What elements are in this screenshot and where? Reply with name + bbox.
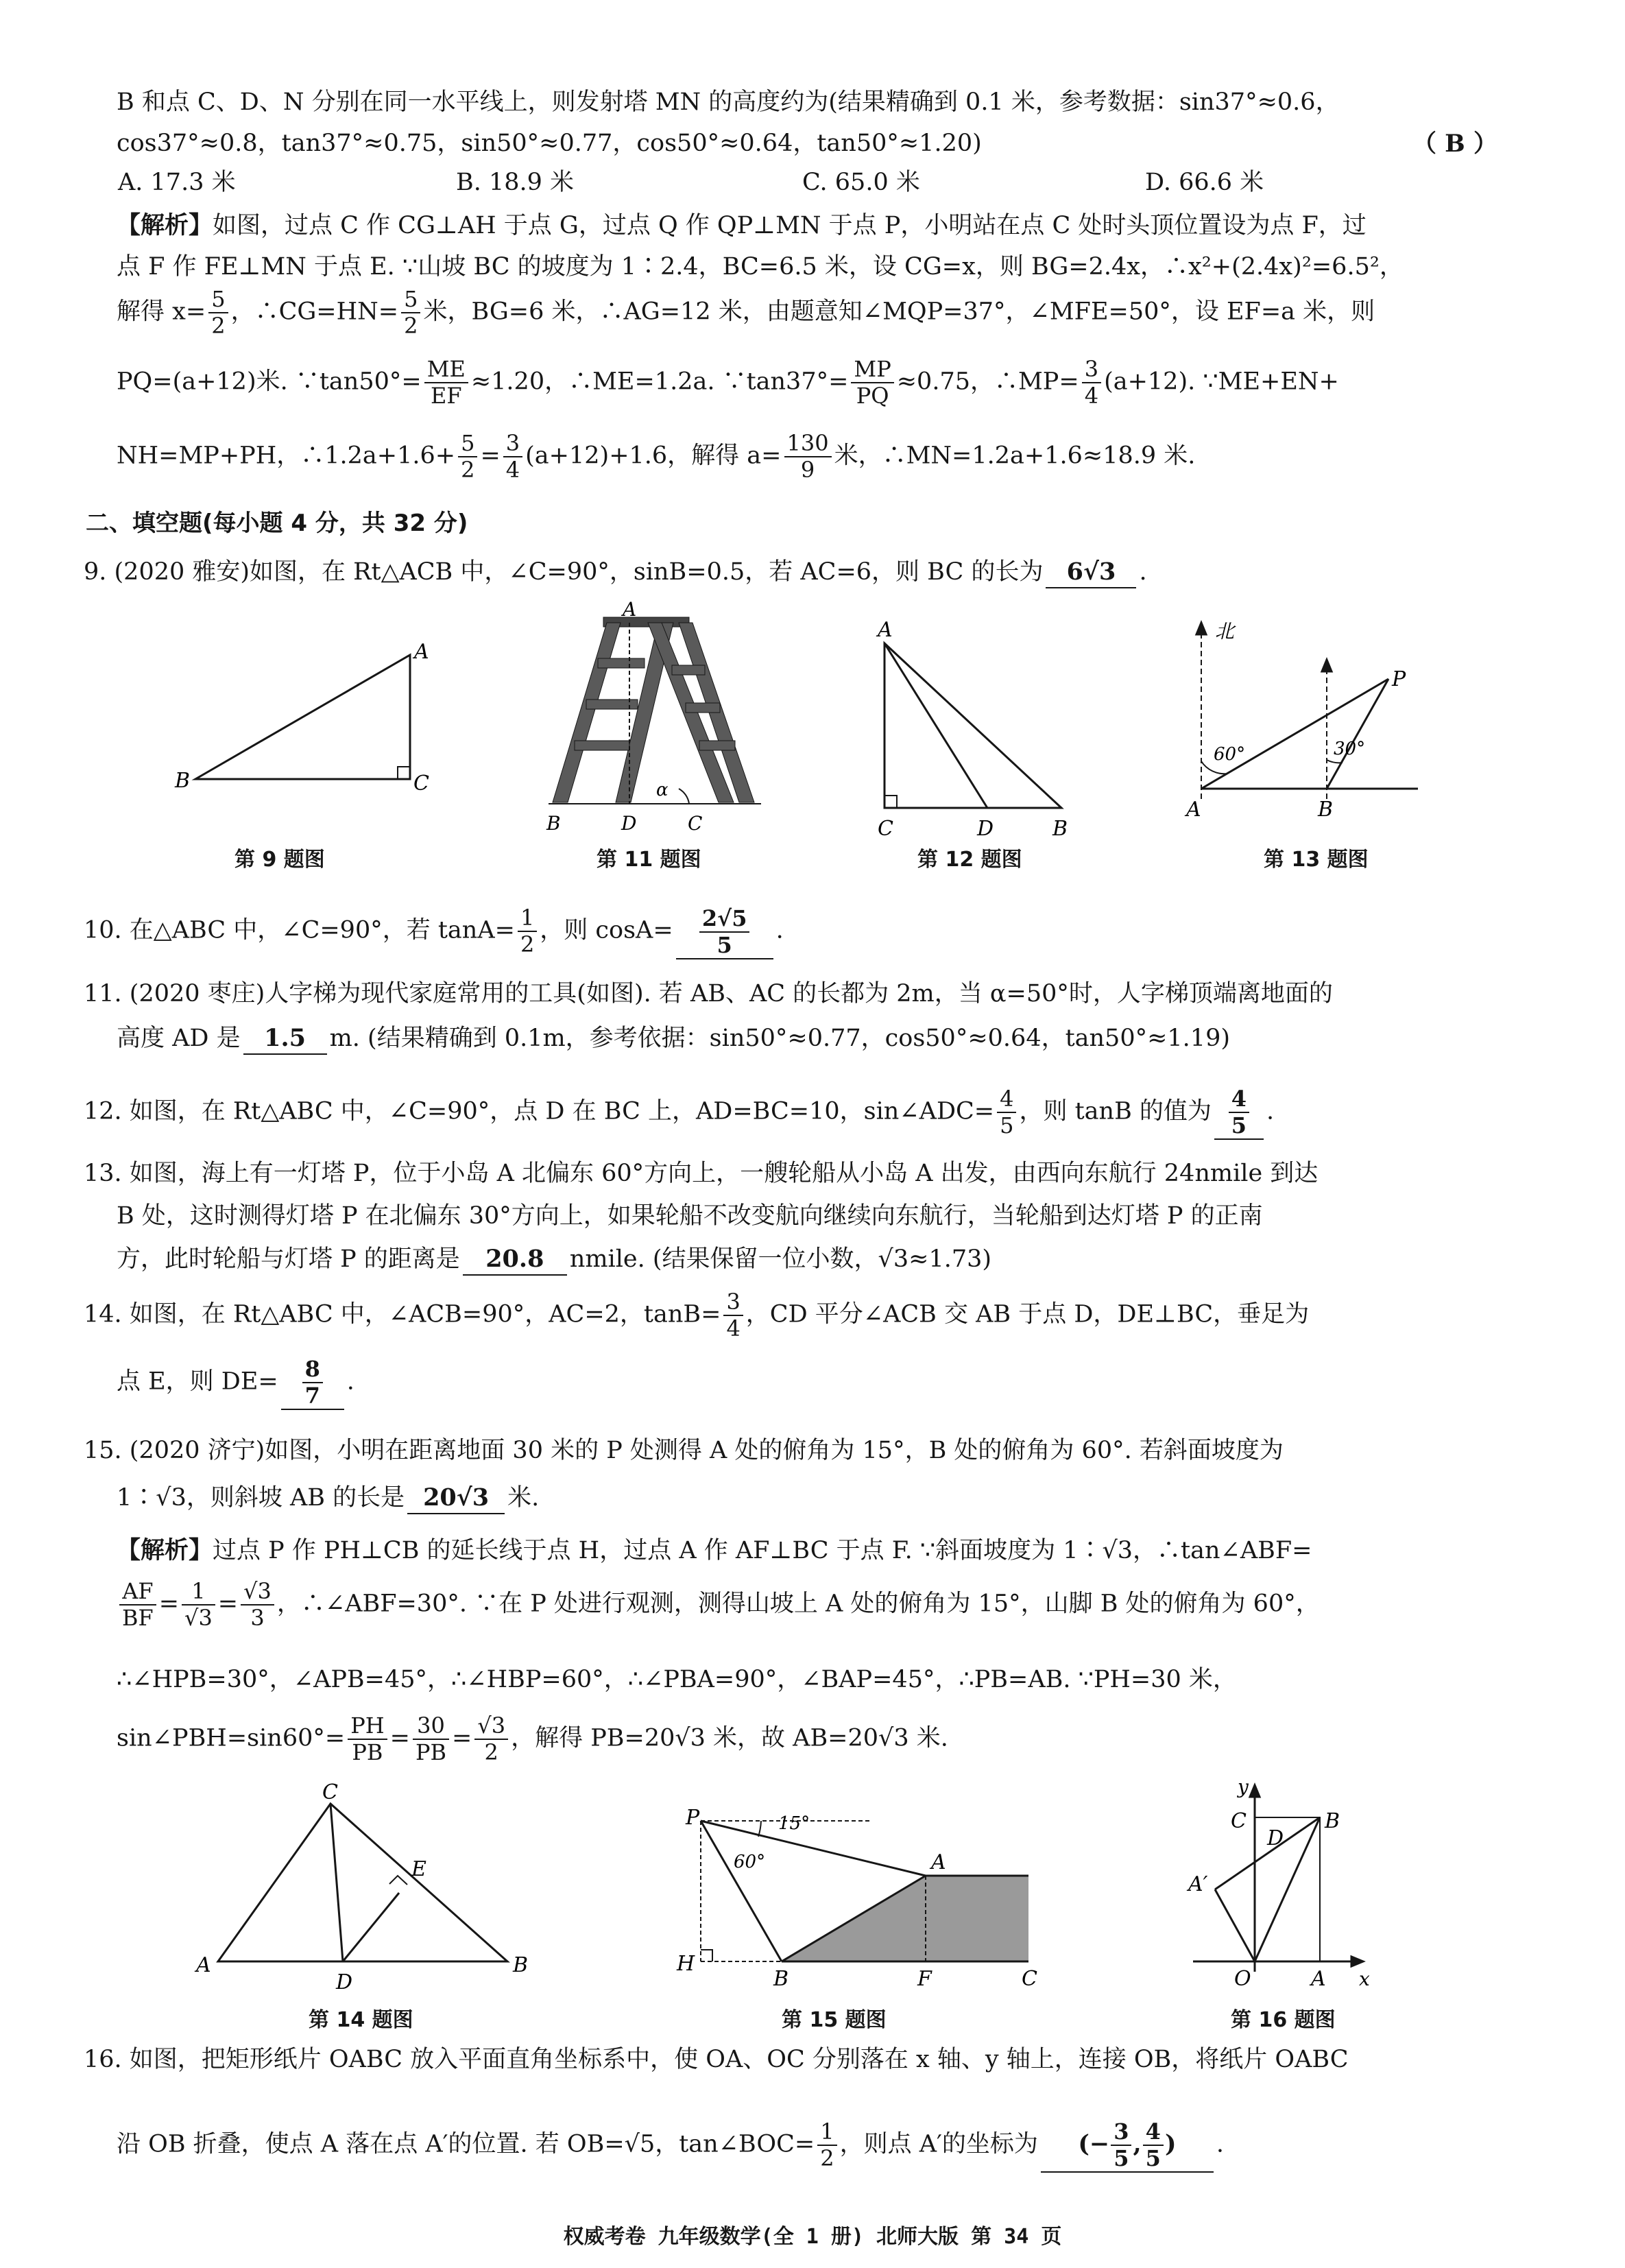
q13-line3 [117, 1244, 991, 1276]
caption-fig16: 第 16 题图 [1231, 2008, 1336, 2032]
q14-text: ，CD 平分∠ACB 交 AB 于点 D，DE⊥BC，垂足为 [745, 1300, 1310, 1328]
caption-fig15: 第 15 题图 [782, 2008, 887, 2032]
q15-jiexi-l4 [117, 1713, 948, 1765]
figures-row-2 [0, 1780, 1625, 2013]
text: sin∠PBH=sin60°= [117, 1724, 346, 1752]
fraction [241, 1579, 274, 1631]
p8-answer: （ B ） [1412, 130, 1497, 158]
p8-jiexi-l4 [117, 357, 1339, 409]
text: (a+12)+1.6，解得 a= [525, 442, 782, 470]
q11-line1: 11. (2020 枣庄)人字梯为现代家庭常用的工具(如图). 若 AB、AC 的长都为 2m，当 α=50°时，人字梯顶端离地面的 [84, 980, 1333, 1007]
denominator: 2 [404, 312, 418, 339]
q13-line2: B 处，这时测得灯塔 P 在北偏东 30°方向上，如果轮船不改变航向继续向东航行，当轮船到达灯塔 P 的正南 [117, 1202, 1263, 1230]
denominator: 5 [717, 931, 732, 958]
numerator: 1 [182, 1579, 215, 1605]
q15-line2 [117, 1483, 539, 1514]
figure-14 [218, 1804, 507, 1961]
numerator: 3 [723, 1289, 743, 1316]
numerator: 4 [1229, 1086, 1249, 1113]
fig11-label-alpha: α [656, 780, 669, 800]
q11-text: 高度 AD 是 [117, 1025, 241, 1052]
q9-end: . [1139, 558, 1147, 586]
fig12-label-d: D [977, 817, 994, 841]
denominator: PB [352, 1739, 383, 1765]
fig15-label-60: 60° [734, 1852, 766, 1872]
q10-answer [676, 906, 773, 959]
text: ，∴CG=HN= [230, 298, 399, 326]
fig11-label-d: D [621, 812, 637, 835]
q13-line1: 13. 如图，海上有一灯塔 P，位于小岛 A 北偏东 60°方向上，一艘轮船从小岛 A 出发，由西向东航行 24nmile 到达 [84, 1160, 1319, 1187]
q16-answer: (− $\frac{3}{5}$ , $\frac{4}{5}$ ) [1041, 2119, 1214, 2173]
q9-answer: 6√3 [1046, 557, 1136, 588]
fig12-label-c: C [878, 817, 893, 841]
fraction [458, 431, 477, 483]
fraction [997, 1086, 1016, 1138]
fraction [208, 287, 228, 339]
numerator: 1 [817, 2119, 836, 2146]
fig16-label-a-prime: A′ [1188, 1872, 1208, 1896]
fig16-label-y: y [1238, 1780, 1249, 1798]
section-title: 二、填空题(每小题 4 分，共 32 分) [86, 510, 468, 537]
figure-15 [701, 1821, 1028, 1961]
caption-fig14: 第 14 题图 [309, 2008, 413, 2032]
caption-fig13: 第 13 题图 [1264, 848, 1369, 872]
caption-fig12: 第 12 题图 [917, 848, 1022, 872]
fig16-label-d: D [1267, 1826, 1284, 1850]
fig15-label-b: B [773, 1967, 789, 1991]
fig11-label-b: B [546, 812, 561, 835]
numerator: 3 [503, 431, 522, 457]
numerator: PH [348, 1713, 387, 1740]
fig15-label-f: F [917, 1967, 932, 1991]
p8-option-c: C. 65.0 米 [802, 169, 920, 196]
fraction [784, 431, 832, 483]
q12-answer [1214, 1086, 1264, 1140]
text: 解得 x= [117, 298, 206, 326]
fig14-label-a: A [196, 1953, 211, 1977]
q11-line2 [117, 1023, 1230, 1055]
q15-text: 米. [507, 1484, 540, 1512]
denominator: 2 [461, 456, 475, 483]
q13-answer: 20.8 [463, 1244, 567, 1276]
text: = [158, 1590, 180, 1618]
q9-text: 9. (2020 雅安)如图，在 Rt△ACB 中，∠C=90°，sinB=0.5，若 AC=6，则 BC 的长为 [84, 558, 1044, 586]
numerator: 5 [458, 431, 477, 457]
fraction [413, 1713, 449, 1765]
fraction [851, 357, 893, 409]
fig15-label-a: A [931, 1850, 946, 1874]
q14-line2 [117, 1357, 354, 1410]
denominator: EF [430, 382, 462, 409]
figure-12 [884, 643, 1061, 808]
q12-text: 12. 如图，在 Rt△ABC 中，∠C=90°，点 D 在 BC 上，AD=BC=10，sin∠ADC= [84, 1097, 995, 1125]
text: NH=MP+PH，∴1.2a+1.6+ [117, 442, 456, 470]
text: = [217, 1590, 239, 1618]
figure-13 [1196, 623, 1418, 799]
text: ，解得 PB=20√3 米，故 AB=20√3 米. [511, 1724, 948, 1752]
denominator: 5 [1000, 1112, 1014, 1138]
fig13-label-north: 北 [1215, 620, 1235, 643]
p8-jiexi-l3 [117, 287, 1375, 339]
text: ≈1.20，∴ME=1.2a. ∵tan37°= [470, 368, 849, 396]
figure-9 [195, 655, 410, 779]
q11-answer: 1.5 [243, 1023, 327, 1055]
denominator: PQ [856, 382, 889, 409]
page-footer: 权威考卷 九年级数学(全 1 册) 北师大版 第 34 页 [563, 2225, 1062, 2249]
numerator: 30 [413, 1713, 449, 1740]
numerator: 4 [997, 1086, 1016, 1113]
text: PQ=(a+12)米. ∵tan50°= [117, 368, 422, 396]
fig12-label-b: B [1052, 817, 1068, 841]
text: 米，∴MN=1.2a+1.6≈18.9 米. [834, 442, 1196, 470]
fig13-label-a: A [1186, 798, 1201, 822]
fraction [182, 1579, 215, 1631]
numerator: 130 [784, 431, 832, 457]
p8-jiexi-l1 [117, 211, 1367, 241]
fig14-label-b: B [513, 1953, 529, 1977]
p8-option-b: B. 18.9 米 [456, 169, 575, 196]
q15-line1: 15. (2020 济宁)如图，小明在距离地面 30 米的 P 处测得 A 处的俯角为 15°，B 处的俯角为 60°. 若斜面坡度为 [84, 1437, 1284, 1464]
q15-text: 1∶√3，则斜坡 AB 的长是 [117, 1484, 405, 1512]
q16-end: . [1216, 2130, 1225, 2158]
text: 米，BG=6 米，∴AG=12 米，由题意知∠MQP=37°，∠MFE=50°，设 EF=a 米，则 [423, 298, 1375, 326]
q11-text: m. (结果精确到 0.1m，参考依据：sin50°≈0.77，cos50°≈0.64，tan50°≈1.19) [329, 1025, 1231, 1052]
fig9-label-a: A [414, 640, 429, 664]
q10 [84, 905, 784, 959]
q12-end: . [1266, 1097, 1275, 1125]
q10-text: 10. 在△ABC 中，∠C=90°，若 tanA= [84, 916, 515, 944]
fig11-label-a: A [623, 598, 637, 621]
numerator: AF [119, 1579, 156, 1605]
fraction [518, 905, 537, 957]
fig13-label-60: 60° [1214, 744, 1246, 765]
p8-option-d: D. 66.6 米 [1145, 169, 1264, 196]
fig11-label-c: C [688, 812, 703, 835]
fig9-label-b: B [175, 769, 191, 793]
q15-jiexi-l2 [117, 1579, 1320, 1631]
fraction [119, 1579, 156, 1631]
denominator: 2 [211, 312, 226, 339]
fig13-label-b: B [1318, 798, 1334, 822]
numerator: 5 [401, 287, 420, 313]
p8-line2: cos37°≈0.8，tan37°≈0.75，sin50°≈0.77，cos50°≈0.64，tan50°≈1.20) [117, 130, 982, 157]
q10-text: ，则 cosA= [540, 916, 673, 944]
q14-line1 [84, 1289, 1309, 1341]
jiexi-tag: 【解析】 [117, 1537, 213, 1564]
fraction [401, 287, 420, 339]
numerator: √3 [241, 1579, 274, 1605]
q13-text: nmile. (结果保留一位小数，√3≈1.73) [569, 1245, 992, 1273]
fraction [503, 431, 522, 483]
fig12-label-a: A [878, 618, 893, 642]
jiexi-tag: 【解析】 [117, 212, 213, 239]
fig15-label-c: C [1022, 1967, 1037, 1991]
fig16-label-b: B [1325, 1809, 1340, 1833]
fraction [474, 1713, 508, 1765]
denominator: 4 [505, 456, 520, 483]
jiexi-text: 过点 P 作 PH⊥CB 的延长线于点 H，过点 A 作 AF⊥BC 于点 F. ∵斜面坡度为 1∶√3，∴tan∠ABF= [213, 1537, 1312, 1564]
denominator: 5 [1145, 2145, 1161, 2171]
fig13-label-30: 30° [1334, 739, 1366, 759]
numerator: 3 [1111, 2119, 1131, 2146]
denominator: 4 [1084, 382, 1099, 409]
p8-line1: B 和点 C、D、N 分别在同一水平线上，则发射塔 MN 的高度约为(结果精确到 0.1 米，参考数据：sin37°≈0.6， [117, 88, 1340, 116]
fig16-label-o: O [1234, 1967, 1251, 1991]
q15-answer: 20√3 [407, 1483, 505, 1514]
fraction [424, 357, 468, 409]
fig14-label-c: C [322, 1780, 338, 1804]
text: = [452, 1724, 472, 1752]
numerator: 8 [302, 1357, 323, 1383]
text: ，∴∠ABF=30°. ∵在 P 处进行观测，测得山坡上 A 处的俯角为 15°，山脚 B 处的俯角为 60°， [276, 1590, 1320, 1618]
q16-text: ，则点 A′的坐标为 [839, 2130, 1038, 2158]
text: = [389, 1724, 410, 1752]
q16-line2 [117, 2119, 1224, 2173]
denominator: 7 [304, 1382, 320, 1409]
p8-jiexi-l2: 点 F 作 FE⊥MN 于点 E. ∵山坡 BC 的坡度为 1∶2.4，BC=6.5 米，设 CG=x，则 BG=2.4x，∴x²+(2.4x)²=6.5²， [117, 253, 1404, 280]
fig9-label-c: C [413, 772, 429, 796]
q9 [84, 557, 1147, 588]
p8-jiexi-l5 [117, 431, 1195, 483]
q16-line1: 16. 如图，把矩形纸片 OABC 放入平面直角坐标系中，使 OA、OC 分别落在 x 轴、y 轴上，连接 OB，将纸片 OABC [84, 2046, 1349, 2073]
fraction [723, 1289, 743, 1341]
caption-fig11: 第 11 题图 [597, 848, 701, 872]
fraction [1082, 357, 1101, 409]
q14-text: 14. 如图，在 Rt△ABC 中，∠ACB=90°，AC=2，tanB= [84, 1300, 721, 1328]
fig16-label-c: C [1231, 1809, 1247, 1833]
p8-option-a: A. 17.3 米 [118, 169, 236, 196]
denominator: 5 [1114, 2145, 1129, 2171]
q10-end: . [775, 916, 784, 944]
q12-text: ，则 tanB 的值为 [1019, 1097, 1212, 1125]
numerator: √3 [474, 1713, 508, 1740]
denominator: 9 [800, 456, 815, 483]
jiexi-text: 如图，过点 C 作 CG⊥AH 于点 G，过点 Q 作 QP⊥MN 于点 P，小明站在点 C 处时头顶位置设为点 F，过 [213, 212, 1367, 239]
fig16-label-x: x [1359, 1968, 1370, 1990]
numerator: 3 [1082, 357, 1101, 383]
text: = [480, 442, 501, 470]
q15-jiexi-l3: ∴∠HPB=30°，∠APB=45°，∴∠HBP=60°，∴∠PBA=90°，∠BAP=45°，∴PB=AB. ∵PH=30 米， [117, 1666, 1237, 1693]
fig15-label-h: H [677, 1952, 695, 1976]
q13-text: 方，此时轮船与灯塔 P 的距离是 [117, 1245, 460, 1273]
fraction [348, 1713, 387, 1765]
fraction [817, 2119, 836, 2171]
denominator: 4 [726, 1315, 741, 1341]
caption-fig9: 第 9 题图 [234, 848, 325, 872]
denominator: 2 [520, 931, 535, 957]
q12 [84, 1086, 1274, 1140]
fig15-label-p: P [686, 1806, 700, 1830]
denominator: √3 [184, 1604, 213, 1631]
numerator: 1 [518, 905, 537, 932]
q15-jiexi-l1 [117, 1536, 1312, 1566]
numerator: MP [851, 357, 893, 383]
fig14-label-d: D [336, 1970, 353, 1994]
fig14-label-e: E [411, 1857, 426, 1881]
denominator: PB [415, 1739, 447, 1765]
denominator: 2 [484, 1739, 498, 1765]
numerator: 4 [1143, 2119, 1164, 2146]
denominator: 5 [1231, 1112, 1247, 1138]
text: ≈0.75，∴MP= [896, 368, 1079, 396]
denominator: 2 [820, 2145, 834, 2171]
q16-text: 沿 OB 折叠，使点 A 落在点 A′的位置. 若 OB=√5，tan∠BOC= [117, 2130, 815, 2158]
denominator: 3 [250, 1604, 265, 1631]
denominator: BF [122, 1604, 154, 1631]
fig13-label-p: P [1392, 667, 1406, 691]
numerator: 5 [208, 287, 228, 313]
text: (a+12). ∵ME+EN+ [1104, 368, 1339, 396]
figure-11 [549, 617, 761, 804]
q14-answer [281, 1357, 344, 1410]
q14-end: . [346, 1368, 354, 1396]
fig16-label-a: A [1311, 1967, 1326, 1991]
q14-text: 点 E，则 DE= [117, 1368, 278, 1396]
fig15-label-15: 15° [778, 1813, 810, 1834]
numerator: ME [424, 357, 468, 383]
numerator: 2√5 [699, 906, 750, 933]
